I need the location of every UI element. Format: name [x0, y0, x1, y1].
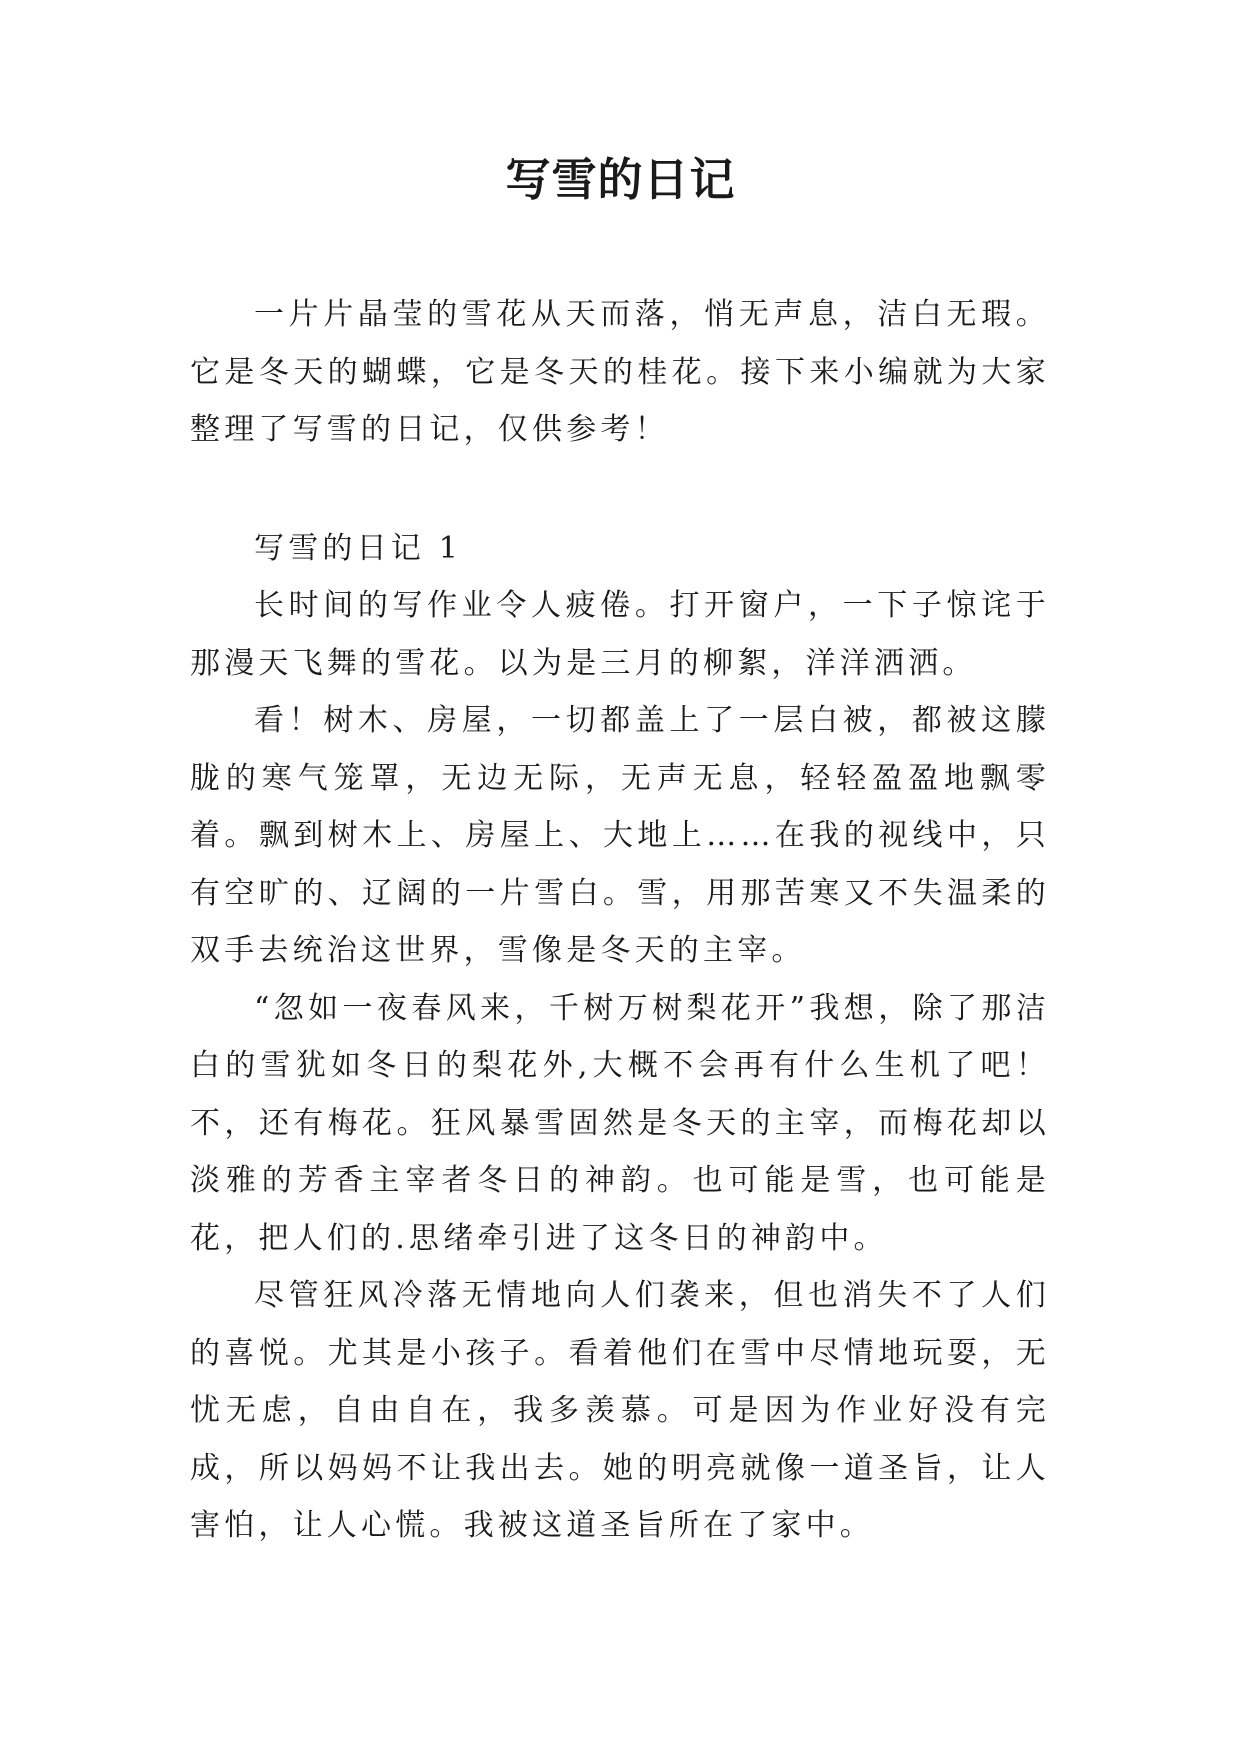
intro-block	[190, 286, 1050, 459]
section-heading-block	[190, 520, 1050, 578]
body-paragraph: “忽如一夜春风来，千树万树梨花开”我想，除了那洁白的雪犹如冬日的梨花外,大概不会再有什么生机了吧！不，还有梅花。狂风暴雪固然是冬天的主宰，而梅花却以淡雅的芳香主宰者冬日的神韵。也可能是雪，也可能是花，把人们的.思绪牵引进了这冬日的神韵中。	[190, 990, 1050, 1256]
body-paragraph: 看！树木、房屋，一切都盖上了一层白被，都被这朦胧的寒气笼罩，无边无际，无声无息，轻轻盈盈地飘零着。飘到树木上、房屋上、大地上……在我的视线中，只有空旷的、辽阔的一片雪白。雪，用那苦寒又不失温柔的双手去统治这世界，雪像是冬天的主宰。	[190, 703, 1050, 968]
diary-content	[190, 577, 1050, 1555]
body-paragraph: 长时间的写作业令人疲倦。打开窗户，一下子惊诧于那漫天飞舞的雪花。以为是三月的柳絮，洋洋洒洒。	[190, 588, 1050, 681]
body-paragraph: 尽管狂风冷落无情地向人们袭来，但也消失不了人们的喜悦。尤其是小孩子。看着他们在雪中尽情地玩耍，无忧无虑，自由自在，我多羡慕。可是因为作业好没有完成，所以妈妈不让我出去。她的明亮就像一道圣旨，让人害怕，让人心慌。我被这道圣旨所在了家中。	[190, 1278, 1050, 1543]
intro-paragraph: 一片片晶莹的雪花从天而落，悄无声息，洁白无瑕。它是冬天的蝴蝶，它是冬天的桂花。接下来小编就为大家整理了写雪的日记，仅供参考！	[190, 297, 1050, 447]
document-title: 写雪的日记	[505, 153, 736, 206]
section-heading: 写雪的日记 1	[254, 531, 463, 566]
